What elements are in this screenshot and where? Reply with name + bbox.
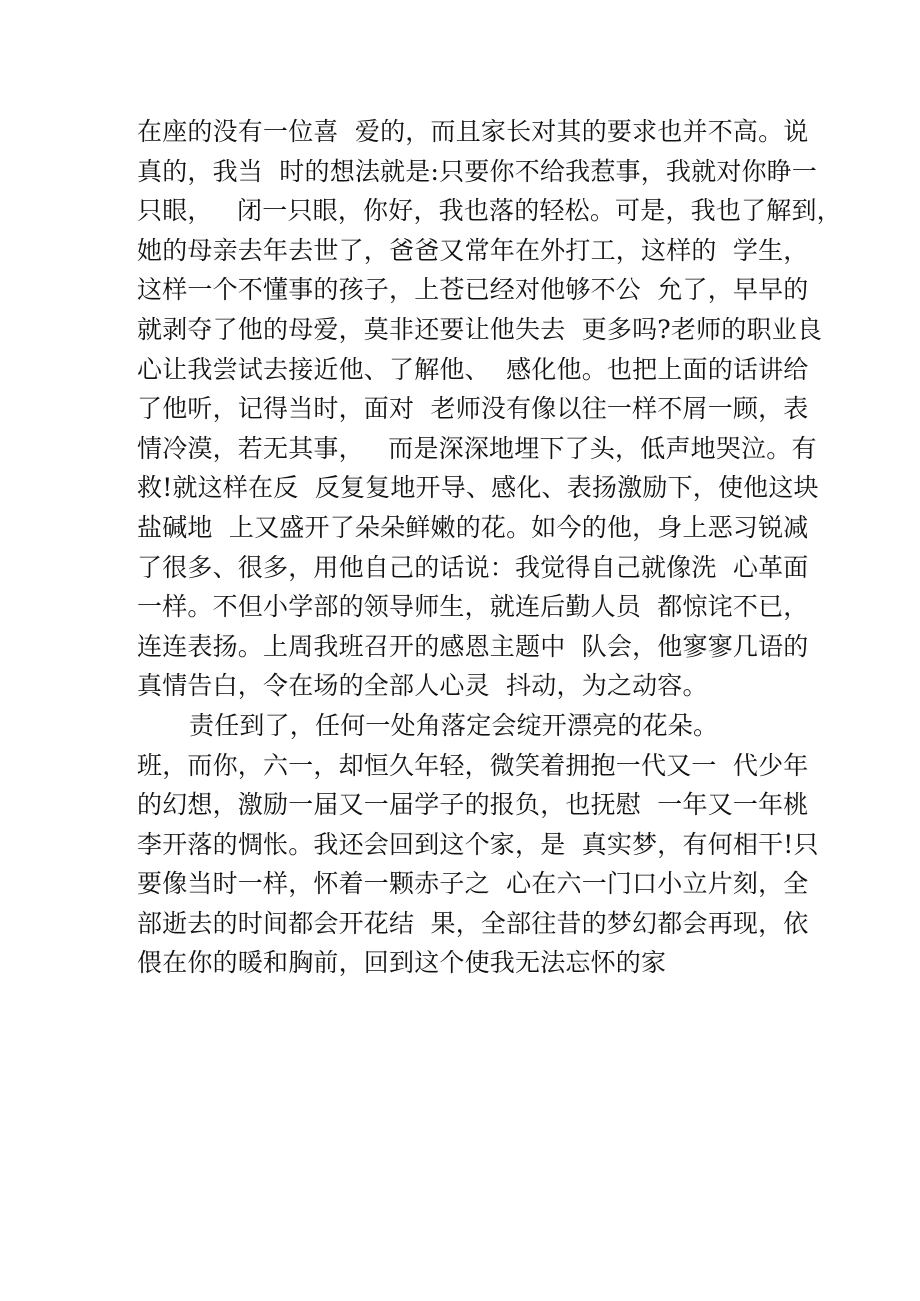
text-line: 李开落的惆怅。我还会回到这个家，是 真实梦，有何相干!只 [137, 829, 819, 859]
text-line: 的幻想，激励一届又一届学子的报负，也抚慰 一年又一年桃 [137, 790, 809, 820]
text-line: 盐碱地 上又盛开了朵朵鲜嫩的花。如今的他，身上恶习锐减 [137, 512, 809, 542]
text-line: 她的母亲去年去世了，爸爸又常年在外打工，这样的 学生， [137, 235, 809, 265]
text-line: 连连表扬。上周我班召开的感恩主题中 队会，他寥寥几语的 [137, 631, 809, 661]
text-line: 偎在你的暖和胸前，回到这个使我无法忘怀的家 [137, 948, 667, 978]
text-line: 了很多、很多，用他自己的话说：我觉得自己就像洗 心革面 [137, 552, 809, 582]
text-line: 要像当时一样，怀着一颗赤子之 心在六一门口小立片刻，全 [137, 869, 809, 899]
text-line: 就剥夺了他的母爱，莫非还要让他失去 更多吗?老师的职业良 [137, 314, 823, 344]
text-line: 只眼， 闭一只眼，你好，我也落的轻松。可是，我也了解到， [137, 196, 842, 226]
essay-text [137, 112, 842, 983]
text-line: 部逝去的时间都会开花结 果，全部往昔的梦幻都会再现，依 [137, 908, 809, 938]
text-line: 救!就这样在反 反复复地开导、感化、表扬激励下，使他这块 [137, 473, 819, 503]
text-line: 一样。不但小学部的领导师生，就连后勤人员 都惊诧不已， [137, 592, 809, 622]
text-line: 在座的没有一位喜 爱的，而且家长对其的要求也并不高。说 [137, 117, 809, 146]
text-line: 真情告白，令在场的全部人心灵 抖动，为之动容。 [137, 671, 708, 701]
text-line: 真的，我当 时的想法就是:只要你不给我惹事，我就对你睁一 [137, 156, 818, 186]
paragraph-indented-line: 责任到了，任何一处角落定会绽开漂亮的花朵。 [189, 710, 719, 740]
text-line: 了他听，记得当时，面对 老师没有像以往一样不屑一顾，表 [137, 394, 809, 424]
text-line: 心让我尝试去接近他、了解他、 感化他。也把上面的话讲给 [137, 354, 809, 384]
text-line: 情冷漠，若无其事， 而是深深地埋下了头，低声地哭泣。有 [137, 433, 817, 463]
text-line: 这样一个不懂事的孩子，上苍已经对他够不公 允了，早早的 [137, 275, 809, 305]
text-line: 班，而你，六一，却恒久年轻，微笑着拥抱一代又一 代少年 [137, 750, 809, 780]
